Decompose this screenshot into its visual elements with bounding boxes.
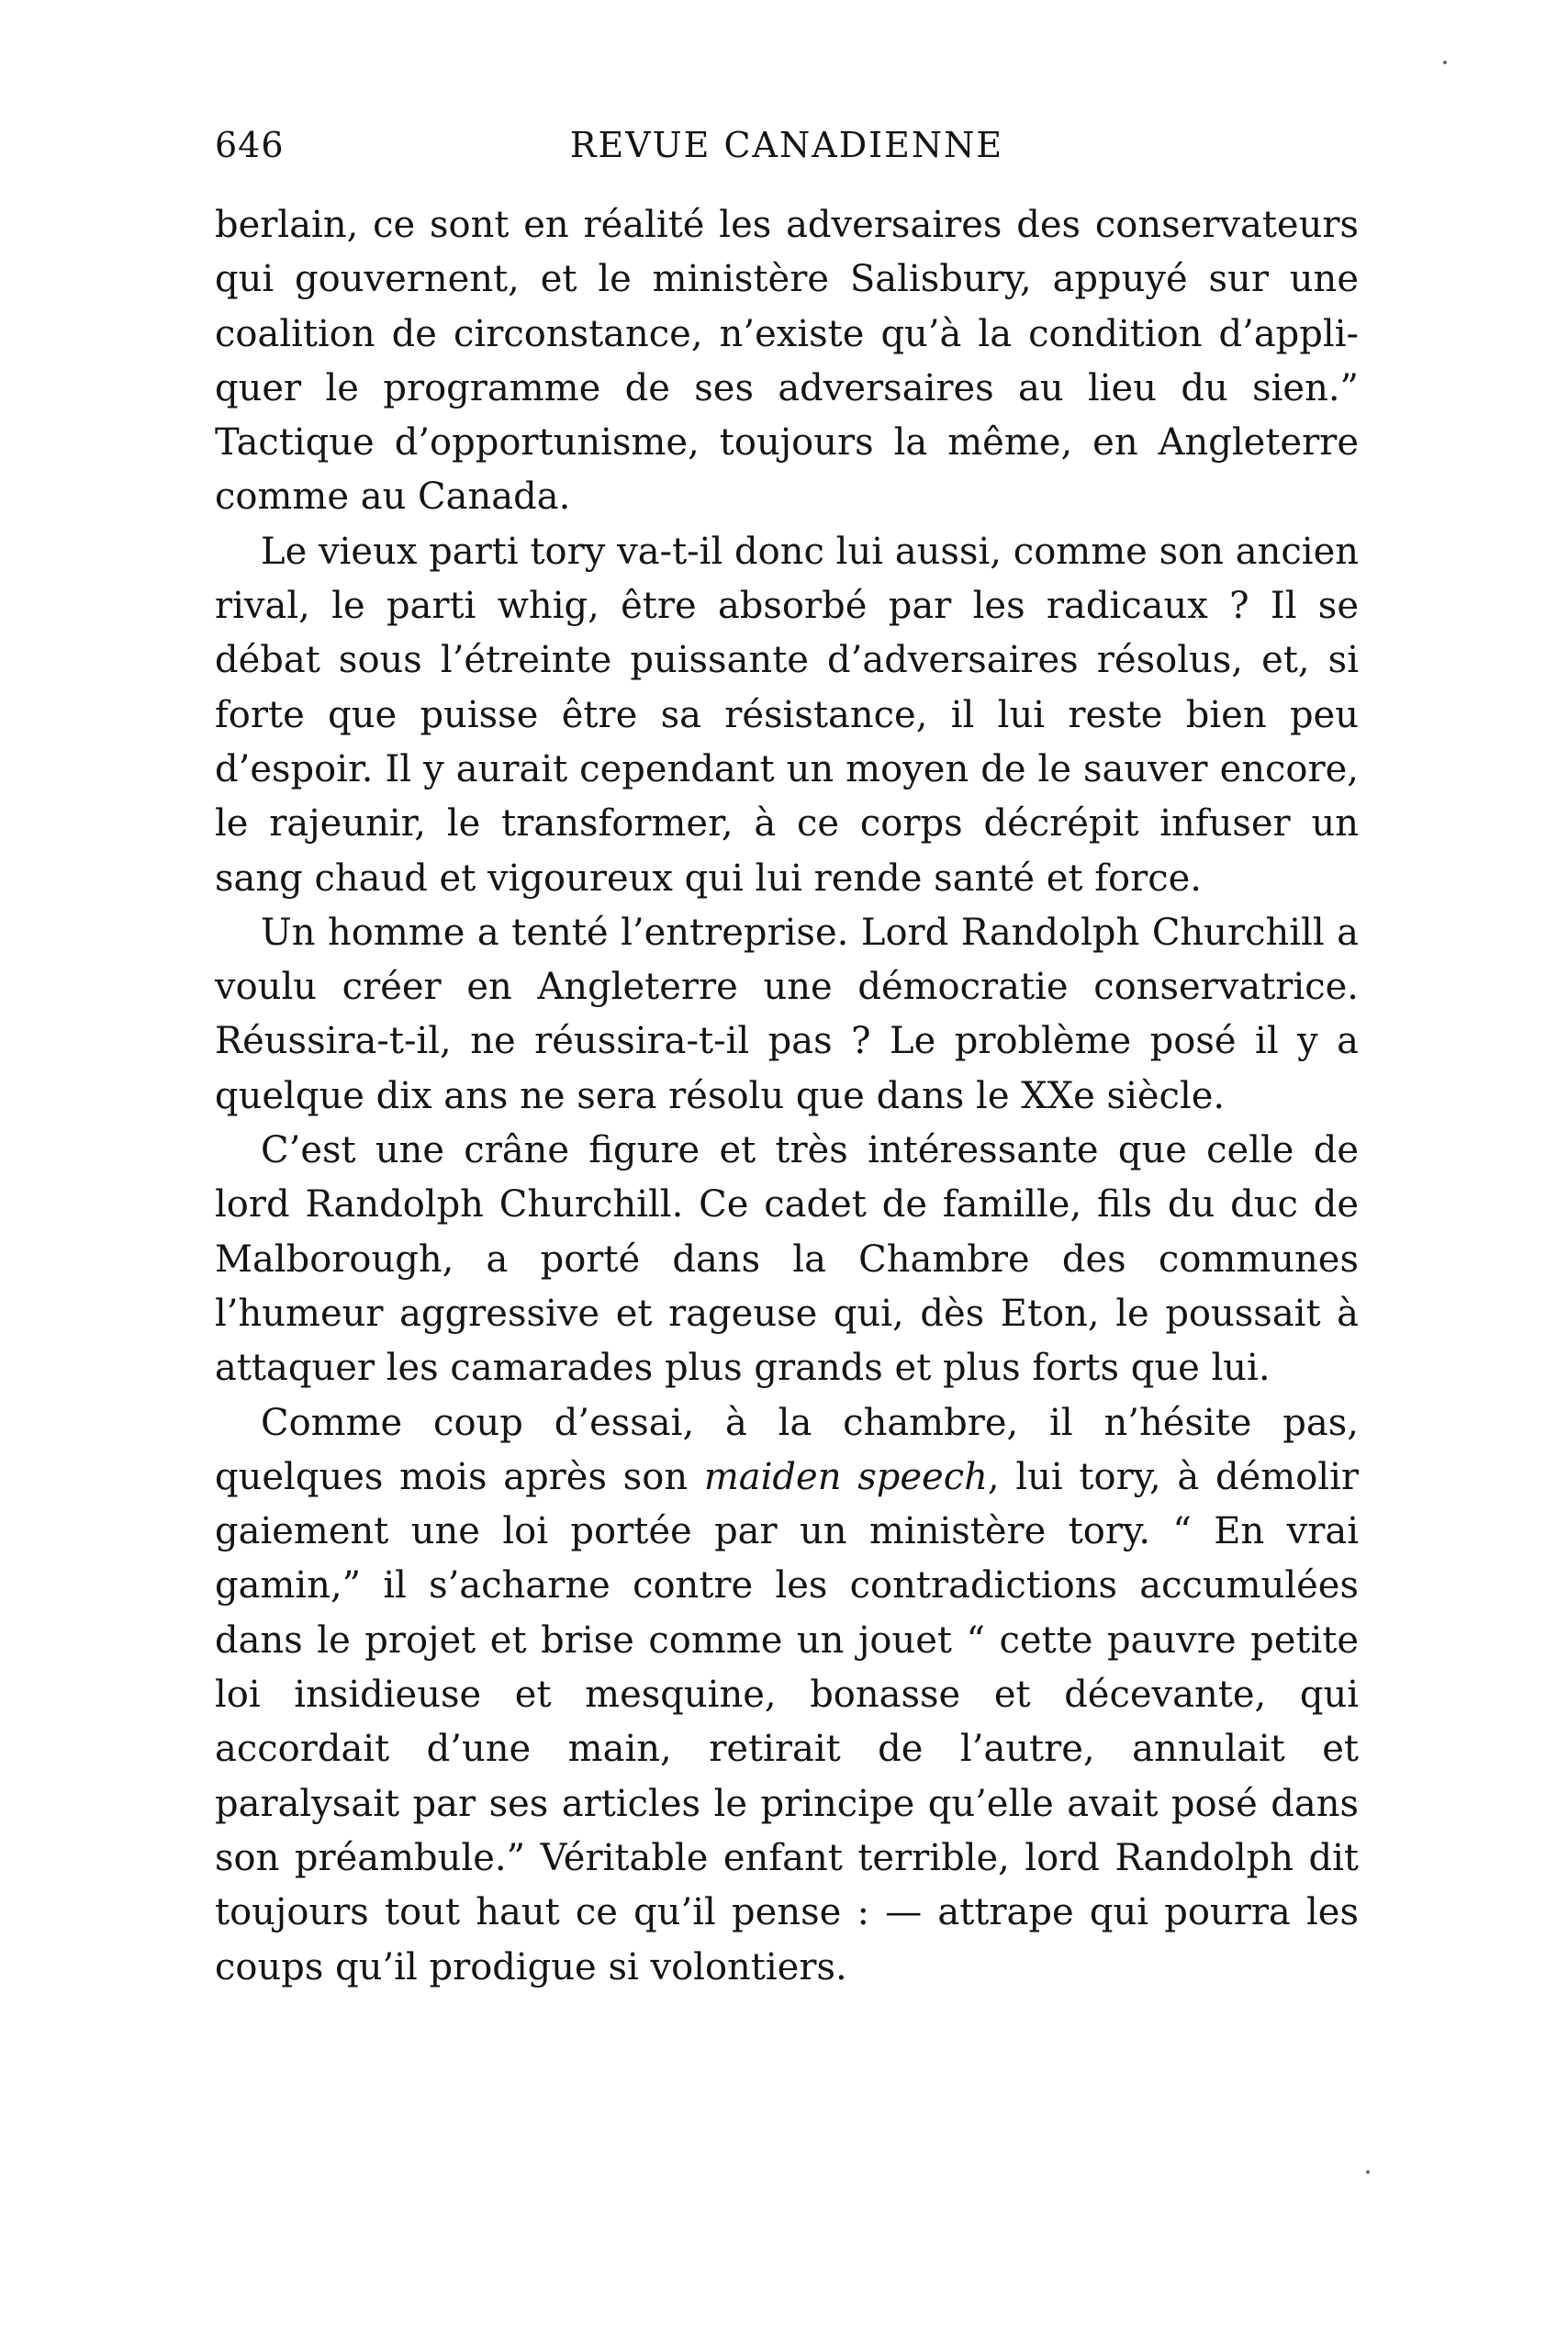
running-head [215, 118, 1359, 173]
italic-phrase: maiden speech [703, 1455, 988, 1498]
paragraph-4 [215, 1124, 1359, 1395]
paragraph-text: Un homme a tenté l’entreprise. Lord Randolph Churchill a voulu créer en Angleterre une démocratie conservatrice. Réussira-t-il, ne réussira-t-il pas ? Le problème posé il y a quelque dix ans ne sera résolu que dans le XXe siècle. [215, 911, 1359, 1117]
paragraph-text: , lui tory, à démolir gaiement une loi portée par un ministère tory. “ En vrai gamin,” il s’acharne contre les contradictions accumulées dans le projet et brise comme un jouet “ cette pauvre petite loi insidieuse et mesquine, bonasse et décevante, qui accordait d’une main, retirait de l’autre, annulait et paralysait par ses articles le principe qu’elle avait posé dans son préambule.” Véritable enfant terrible, lord Randolph dit toujours tout haut ce qu’il pense : — attrape qui pourra les coups qu’il prodigue si volontiers. [215, 1455, 1360, 1988]
paragraph-text: Le vieux parti tory va-t-il donc lui aussi, comme son ancien rival, le parti whig, être absorbé par les radicaux ? Il se débat sous l’étreinte puissante d’adversaires résolus, et, si forte que puisse être sa résistance, il lui reste bien peu d’espoir. Il y aurait cependant un moyen de le sauver encore, le rajeunir, le transformer, à ce corps décrépit infuser un sang chaud et vigoureux qui lui rende santé et force. [215, 530, 1359, 900]
journal-title: REVUE CANADIENNE [569, 125, 1004, 165]
body-text [215, 198, 1359, 1995]
ink-speck [1443, 61, 1447, 64]
paragraph-2 [215, 525, 1359, 906]
paragraph-1 [215, 198, 1359, 525]
page-number: 646 [215, 125, 285, 165]
paragraph-text: C’est une crâne figure et très intéressante que celle de lord Randolph Churchill. Ce cadet de famille, fils du duc de Malborough, a porté dans la Chambre des communes l’humeur aggressive et rageuse qui, dès Eton, le poussait à attaquer les camarades plus grands et plus forts que lui. [215, 1129, 1359, 1390]
ink-speck [1366, 2170, 1370, 2174]
paragraph-text: Comme coup d’essai, à la chambre, il n’hésite pas, quelques mois après son [215, 1401, 1359, 1498]
paragraph-text: berlain, ce sont en réalité les adversaires des conservateurs qui gouvernent, et le ministère Salisbury, appuyé sur une coalition de circonstance, n’existe qu’à la condition d’appliquer le programme de ses adversaires au lieu du sien.” Tactique d’opportunisme, toujours la même, en Angleterre comme au Canada. [215, 204, 1359, 519]
paragraph-5 [215, 1396, 1359, 1995]
paragraph-3 [215, 906, 1359, 1124]
